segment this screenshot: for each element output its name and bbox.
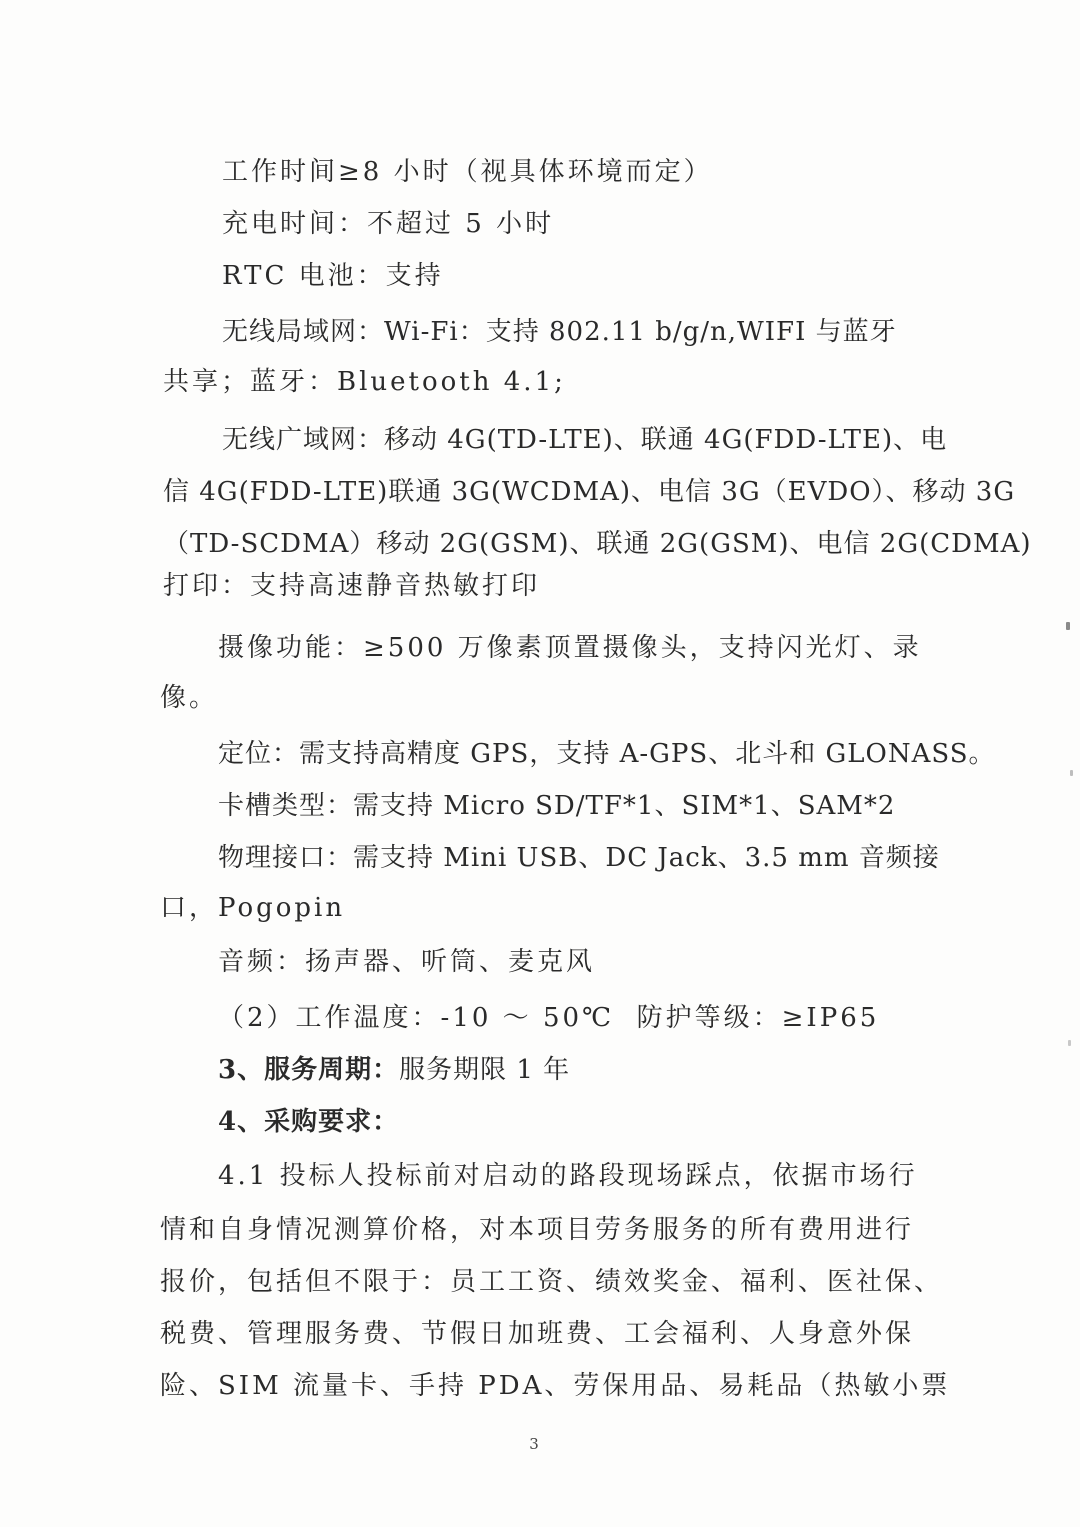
text-line: 税费、管理服务费、节假日加班费、工会福利、人身意外保 <box>160 1319 915 1349</box>
text-line: 险、SIM 流量卡、手持 PDA、劳保用品、易耗品（热敏小票 <box>160 1371 951 1401</box>
text-line: 信 4G(FDD-LTE)联通 3G(WCDMA)、电信 3G（EVDO）、移动 3G <box>163 477 1016 507</box>
text-line: 无线局域网：Wi-Fi：支持 802.11 b/g/n,WIFI 与蓝牙 <box>222 317 897 347</box>
procurement-heading: 4、采购要求： <box>218 1107 400 1137</box>
service-period-text: 服务期限 1 年 <box>399 1055 571 1085</box>
text-line: （TD-SCDMA）移动 2G(GSM)、联通 2G(GSM)、电信 2G(CDMA) <box>163 529 1032 559</box>
text-line: 定位：需支持高精度 GPS，支持 A-GPS、北斗和 GLONASS。 <box>218 739 996 769</box>
text-line: RTC 电池：支持 <box>222 261 444 291</box>
text-line: 情和自身情况测算价格，对本项目劳务服务的所有费用进行 <box>160 1215 915 1245</box>
text-line: 摄像功能：≥500 万像素顶置摄像头，支持闪光灯、录 <box>218 633 922 663</box>
text-line: 工作时间≥8 小时（视具体环境而定） <box>222 157 713 187</box>
text-line: 打印：支持高速静音热敏打印 <box>163 571 541 601</box>
text-line: 音频：扬声器、听筒、麦克风 <box>218 947 596 977</box>
text-line: 卡槽类型：需支持 Micro SD/TF*1、SIM*1、SAM*2 <box>218 791 896 821</box>
text-line: 共享；蓝牙：Bluetooth 4.1; <box>163 367 566 397</box>
text-line: 像。 <box>160 683 219 713</box>
service-period-heading: 3、服务周期： <box>218 1055 400 1085</box>
text-line: 口，Pogopin <box>160 893 346 923</box>
scan-mark <box>1068 1040 1071 1046</box>
text-line: 物理接口：需支持 Mini USB、DC Jack、3.5 mm 音频接 <box>218 843 940 873</box>
scan-mark <box>1066 622 1070 630</box>
page-number: 3 <box>529 1435 539 1453</box>
service-period-line <box>0 1046 1080 1094</box>
text-line: 充电时间：不超过 5 小时 <box>222 209 555 239</box>
text-line: 报价，包括但不限于：员工工资、绩效奖金、福利、医社保、 <box>160 1267 944 1297</box>
scan-mark <box>1070 770 1073 776</box>
text-line: （2）工作温度：-10 ～ 50℃ 防护等级：≥IP65 <box>218 1003 880 1033</box>
text-line: 无线广域网：移动 4G(TD-LTE)、联通 4G(FDD-LTE)、电 <box>222 425 948 455</box>
text-line: 4.1 投标人投标前对启动的路段现场踩点，依据市场行 <box>218 1161 918 1191</box>
